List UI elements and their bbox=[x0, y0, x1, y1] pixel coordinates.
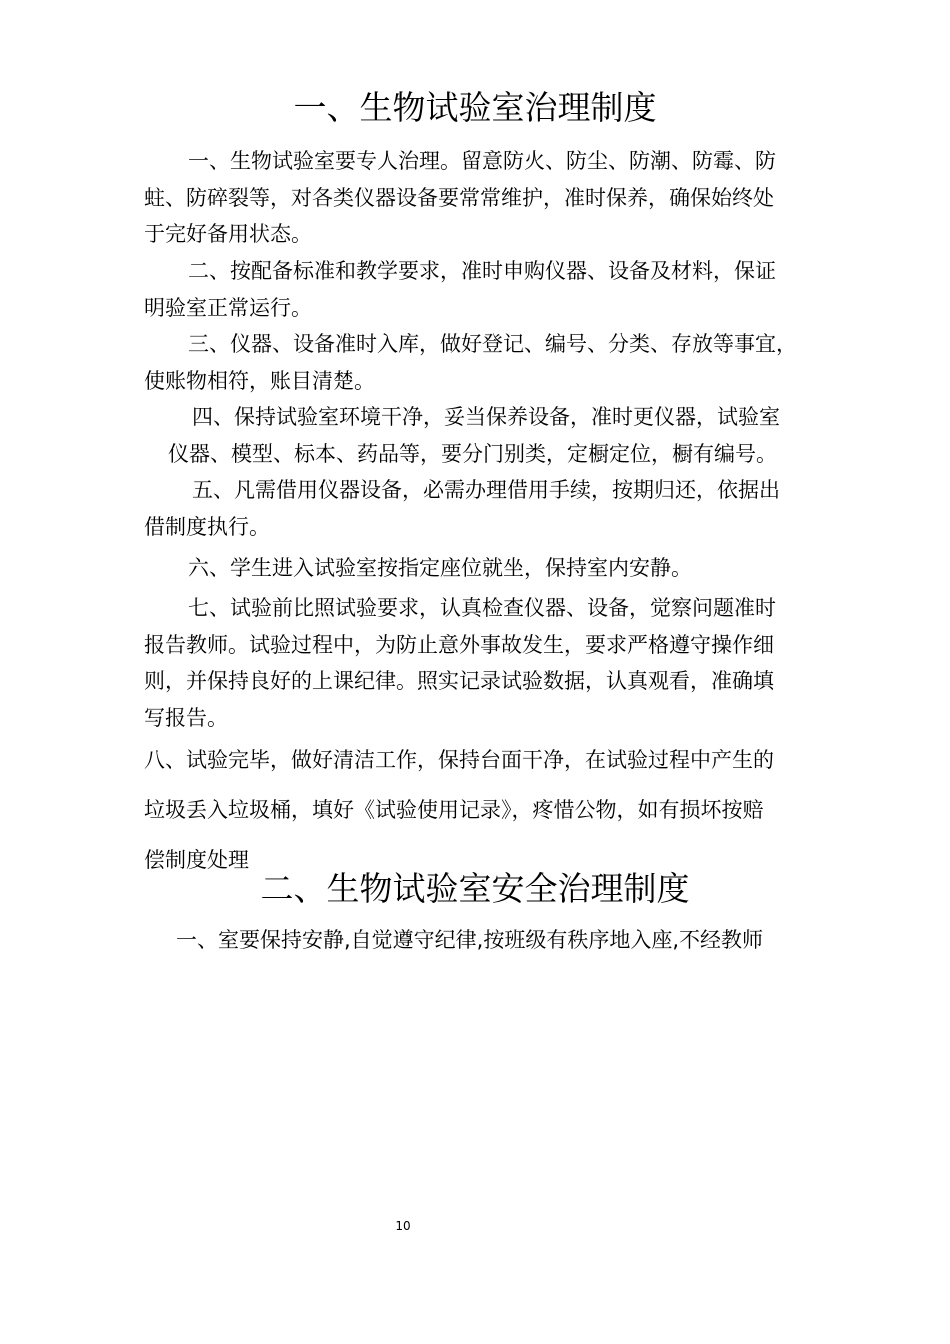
paragraph-line: 则，并保持良好的上课纪律。照实记录试验数据，认真观看，准确填 bbox=[144, 669, 774, 693]
section1-paragraph-1 bbox=[144, 143, 834, 253]
section2-title: 二、生物试验室安全治理制度 bbox=[260, 869, 690, 908]
paragraph-line: 垃圾丢入垃圾桶，填好《试验使用记录》，疼惜公物，如有损坏按赔 bbox=[144, 798, 764, 822]
paragraph-line: 蛀、防碎裂等，对各类仪器设备要常常维护，准时保养，确保始终处 bbox=[144, 185, 774, 210]
paragraph-line: 三、仪器、设备准时入库，做好登记、编号、分类、存放等事宜， bbox=[188, 332, 797, 356]
section1-paragraph-4 bbox=[144, 399, 834, 472]
section1-paragraph-7 bbox=[144, 590, 834, 736]
section1-paragraph-2 bbox=[144, 253, 834, 326]
paragraph-line: 报告教师。试验过程中，为防止意外事故发生，要求严格遵守操作细 bbox=[144, 632, 774, 657]
paragraph-line: 五、凡需借用仪器设备，必需办理借用手续，按期归还，依据出 bbox=[192, 478, 780, 502]
section1-title: 一、生物试验室治理制度 bbox=[293, 88, 657, 127]
paragraph-line: 一、室要保持安静,自觉遵守纪律,按班级有秩序地入座,不经教师 bbox=[176, 928, 764, 952]
paragraph-line: 四、保持试验室环境干净，妥当保养设备，准时更仪器，试验室 bbox=[192, 405, 780, 429]
paragraph-line: 八、试验完毕，做好清洁工作，保持台面干净，在试验过程中产生的 bbox=[144, 748, 774, 772]
paragraph-line: 于完好备用状态。 bbox=[144, 222, 312, 246]
paragraph-line: 写报告。 bbox=[144, 705, 228, 730]
section2-paragraph-1 bbox=[176, 922, 826, 959]
paragraph-line: 明验室正常运行。 bbox=[144, 295, 312, 320]
paragraph-line: 六、学生进入试验室按指定座位就坐，保持室内安静。 bbox=[188, 556, 692, 580]
paragraph-line: 偿制度处理 bbox=[144, 848, 249, 872]
section1-paragraph-6 bbox=[144, 550, 834, 587]
section1-paragraph-8 bbox=[144, 735, 834, 885]
section1-paragraph-3 bbox=[144, 326, 834, 399]
paragraph-line: 一、生物试验室要专人治理。留意防火、防尘、防潮、防霉、防 bbox=[188, 149, 776, 173]
paragraph-line: 七、试验前比照试验要求，认真检查仪器、设备，觉察问题准时 bbox=[188, 596, 776, 620]
section1-paragraph-5 bbox=[144, 472, 834, 545]
paragraph-line: 借制度执行。 bbox=[144, 514, 270, 539]
paragraph-line: 使账物相符，账目清楚。 bbox=[144, 368, 375, 393]
paragraph-line: 二、按配备标准和教学要求，准时申购仪器、设备及材料，保证 bbox=[188, 259, 776, 283]
paragraph-line: 仪器、模型、标本、药品等，要分门别类，定橱定位，橱有编号。 bbox=[168, 441, 777, 466]
page-number: 10 bbox=[395, 1219, 411, 1233]
